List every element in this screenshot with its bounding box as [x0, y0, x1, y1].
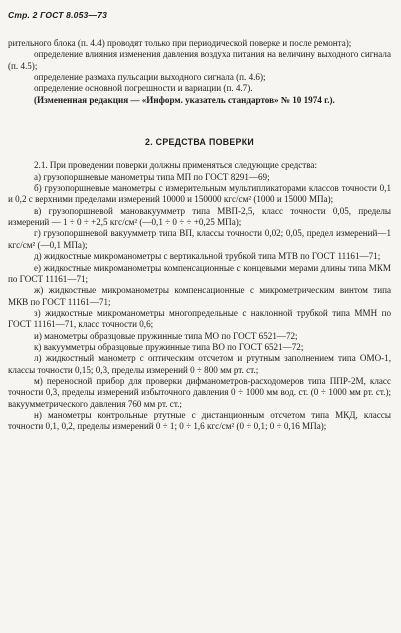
list-item: д) жидкостные микроманометры с вертикальной трубкой типа МТВ по ГОСТ 11161—71; [34, 251, 381, 262]
list-item: з) жидкостные микроманометры многопредельные с наклонной трубкой типа ММН по ГОСТ 11161—71, класс точности 0,6; [8, 307, 391, 330]
intro-paragraph: определение основной погрешности и вариации (п. 4.7). [34, 83, 253, 94]
list-item: и) манометры образцовые пружинные типа МО по ГОСТ 6521—72; [34, 330, 298, 341]
document-body [8, 38, 391, 433]
intro-paragraph: определение влияния изменения давления воздуха питания на величину выходного сигнала (п. 4.5); [8, 49, 391, 71]
list-item: г) грузопоршневой вакуумметр типа ВП, классы точности 0,02; 0,05, предел измерений—1 кгс/см² (—0,1 МПа); [8, 228, 391, 250]
amendment-note: (Измененная редакция — «Информ. указатель стандартов» № 10 1974 г.). [34, 94, 335, 105]
intro-paragraph: определение размаха пульсации выходного сигнала (п. 4.6); [34, 72, 266, 83]
intro-paragraph: рительного блока (п. 4.4) проводят только при периодической поверке и после ремонта); [8, 38, 352, 48]
page-header: Стр. 2 ГОСТ 8.053—73 [8, 10, 108, 20]
list-item: ж) жидкостные микроманометры компенсационные с микрометрическим винтом типа МКВ по ГОСТ 11161—71; [8, 285, 391, 307]
list-item: л) жидкостный манометр с оптическим отсчетом и ртутным заполнением типа ОМО-1, классы точности 0,15; 0,3, пределы измерений 0 ÷ 800 мм рт. ст.; [8, 353, 391, 375]
list-item: б) грузопоршневые манометры с измерительным мультипликаторами классов точности 0,1 и 0,2 с верхними пределами измерений 10000 и 150000 кгс/см² (1000 и 15000 МПа); [8, 183, 391, 205]
list-item: е) жидкостные микроманометры компенсационные с концевыми мерами длины типа МКМ по ГОСТ 11161—71; [8, 262, 391, 284]
list-item: а) грузопоршневые манометры типа МП по ГОСТ 8291—69; [34, 171, 270, 182]
list-item: м) переносной прибор для проверки дифманометров-расходомеров типа ППР-2М, класс точности 0,3, пределы измерений избыточного давления 0 ÷ 1000 мм вод. ст. (0 ÷ 1000 мм рт. ст.); вакуумметрического давления 760 мм рт. ст.; [8, 375, 391, 409]
clause-2-1: 2.1. При проведении поверки должны применяться следующие средства: [34, 160, 317, 171]
list-item: н) манометры контрольные ртутные с дистанционным отсчетом типа МКД, классы точности 0,1, 0,2, пределы измерений 0 ÷ 1; 0 ÷ 1,6 кгс/см² (0 ÷ 0,1; 0 ÷ 0,16 МПа); [8, 409, 391, 432]
list-item: к) вакуумметры образцовые пружинные типа ВО по ГОСТ 6521—72; [34, 341, 304, 352]
section-title: 2. СРЕДСТВА ПОВЕРКИ [145, 137, 254, 148]
list-item: в) грузопоршневой мановакуумметр типа МВП-2,5, класс точности 0,05, пределы измерений — 1 ÷ 0 ÷ +2,5 кгс/см² (—0,1 ÷ 0 ÷ ÷ +0,25 МПа); [8, 205, 391, 228]
